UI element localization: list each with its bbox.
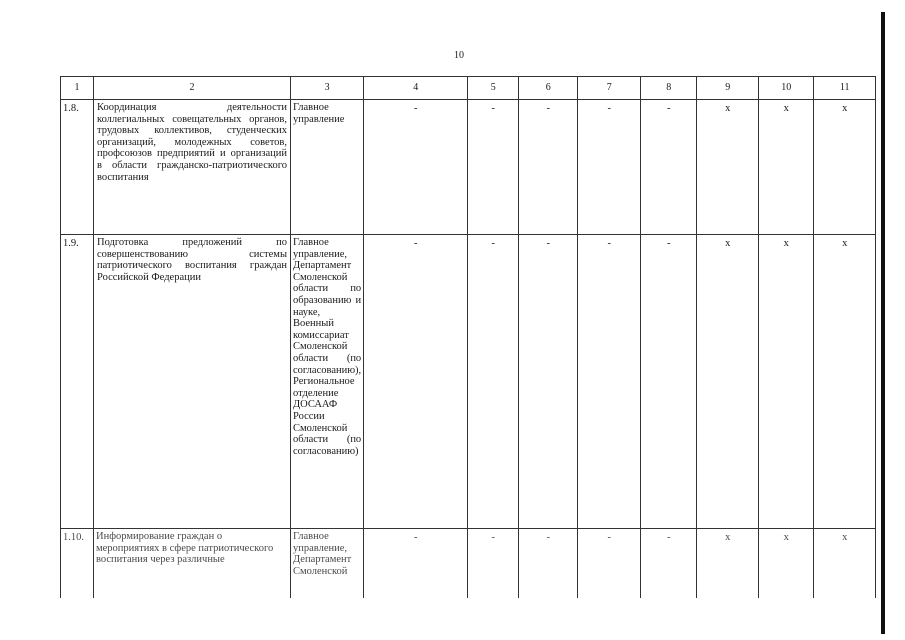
header-cell: 10 xyxy=(759,77,814,100)
row-description: Информирование граждан о мероприятиях в сфере патриотического воспитания через различные xyxy=(94,529,291,599)
header-cell: 4 xyxy=(364,77,468,100)
row-mark: - xyxy=(364,529,468,599)
table-row xyxy=(61,235,876,529)
row-mark: - xyxy=(468,235,519,529)
header-cell: 8 xyxy=(641,77,697,100)
row-mark: x xyxy=(759,100,814,235)
row-responsible: Главное управление, Департамент Смоленской области по образованию и науке, Военный комиссариат Смоленской области (по согласованию), Региональное отделение ДОСААФ России Смоленской области (по согласованию) xyxy=(291,235,364,529)
row-mark: - xyxy=(519,100,578,235)
plan-table xyxy=(60,76,876,598)
table-row xyxy=(61,100,876,235)
header-cell: 7 xyxy=(578,77,641,100)
row-mark: - xyxy=(578,100,641,235)
row-number: 1.9. xyxy=(61,235,94,529)
page-edge-bar xyxy=(881,12,885,634)
row-responsible: Главное управление xyxy=(291,100,364,235)
row-mark: - xyxy=(641,100,697,235)
header-cell: 1 xyxy=(61,77,94,100)
row-mark: x xyxy=(697,235,759,529)
header-cell: 2 xyxy=(94,77,291,100)
row-mark: - xyxy=(578,529,641,599)
row-mark: x xyxy=(697,529,759,599)
row-mark: x xyxy=(759,529,814,599)
row-mark: x xyxy=(814,100,876,235)
row-mark: - xyxy=(468,100,519,235)
row-mark: - xyxy=(364,235,468,529)
row-mark: x xyxy=(814,235,876,529)
header-cell: 9 xyxy=(697,77,759,100)
header-cell: 6 xyxy=(519,77,578,100)
table-header-row xyxy=(61,77,876,100)
row-mark: - xyxy=(468,529,519,599)
row-mark: x xyxy=(759,235,814,529)
header-cell: 3 xyxy=(291,77,364,100)
row-description: Координация деятельности коллегиальных совещательных органов, трудовых коллективов, студенческих организаций, молодежных советов, профсоюзов предприятий и организаций в области гражданско-патриотического воспитания xyxy=(94,100,291,235)
page-number: 10 xyxy=(454,50,464,61)
row-mark: - xyxy=(519,529,578,599)
row-mark: x xyxy=(697,100,759,235)
table-row xyxy=(61,529,876,599)
row-mark: x xyxy=(814,529,876,599)
row-mark: - xyxy=(519,235,578,529)
header-cell: 5 xyxy=(468,77,519,100)
row-mark: - xyxy=(641,529,697,599)
row-number: 1.8. xyxy=(61,100,94,235)
header-cell: 11 xyxy=(814,77,876,100)
row-mark: - xyxy=(364,100,468,235)
row-mark: - xyxy=(641,235,697,529)
row-mark: - xyxy=(578,235,641,529)
row-responsible: Главное управление, Департамент Смоленской xyxy=(291,529,364,599)
row-description: Подготовка предложений по совершенствованию системы патриотического воспитания граждан Российской Федерации xyxy=(94,235,291,529)
row-number: 1.10. xyxy=(61,529,94,599)
